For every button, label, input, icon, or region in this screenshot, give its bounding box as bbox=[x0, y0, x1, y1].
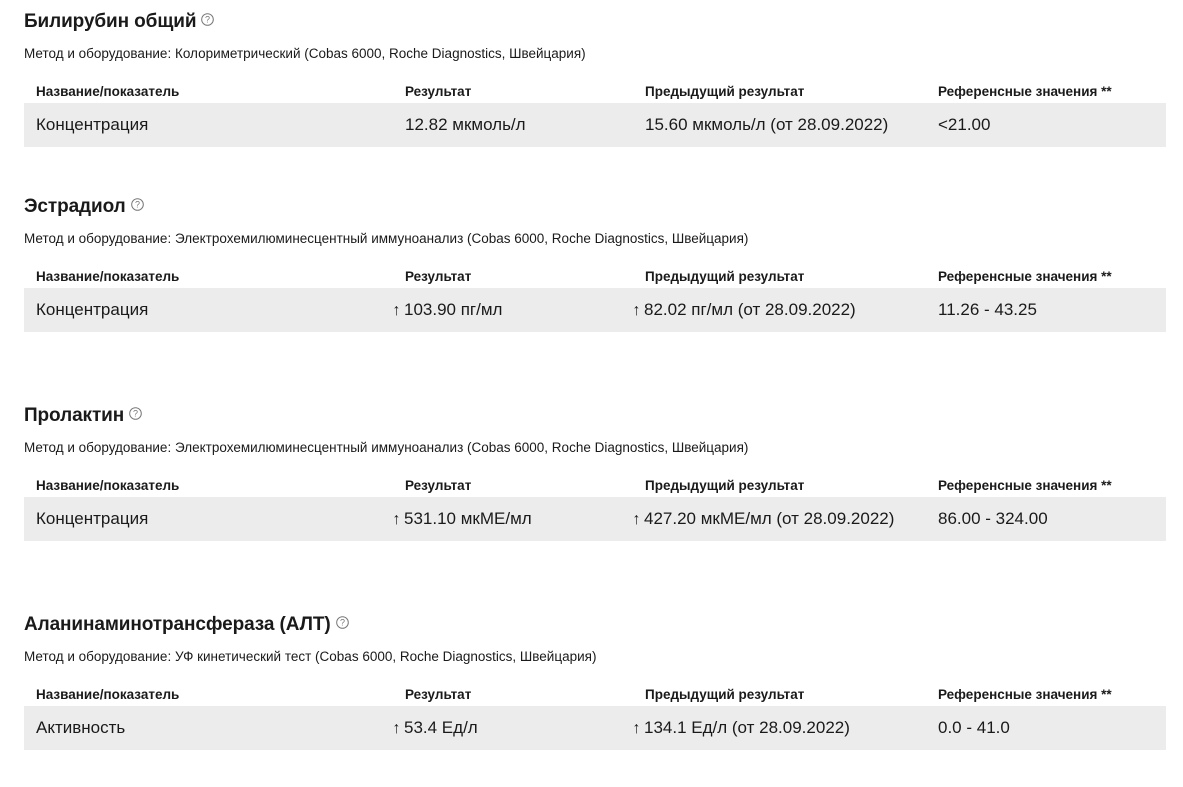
arrow-up-icon: ↑ bbox=[392, 511, 401, 528]
result-value: 53.4 Ед/л bbox=[404, 718, 478, 737]
previous-value: 427.20 мкМЕ/мл (от 28.09.2022) bbox=[644, 509, 895, 528]
arrow-up-icon: ↑ bbox=[392, 720, 401, 737]
results-table bbox=[24, 684, 1166, 750]
table-row bbox=[24, 103, 1166, 147]
section-title: Пролактин bbox=[24, 405, 125, 426]
col-header-name: Название/показатель bbox=[36, 84, 180, 99]
indicator-name: Концентрация bbox=[36, 509, 149, 528]
result-value: 531.10 мкМЕ/мл bbox=[404, 509, 532, 528]
table-header bbox=[24, 475, 1166, 497]
method-value: Колориметрический (Cobas 6000, Roche Diagnostics, Швейцария) bbox=[174, 46, 586, 61]
method-line bbox=[24, 439, 1166, 457]
svg-text:?: ? bbox=[134, 199, 140, 210]
table-row bbox=[24, 497, 1166, 541]
svg-text:?: ? bbox=[339, 617, 345, 628]
previous-value: 15.60 мкмоль/л (от 28.09.2022) bbox=[645, 115, 889, 134]
col-header-previous: Предыдущий результат bbox=[645, 269, 805, 284]
indicator-name: Активность bbox=[36, 718, 126, 737]
method-label: Метод и оборудование: bbox=[24, 46, 172, 61]
arrow-up-icon: ↑ bbox=[392, 302, 401, 319]
section-header bbox=[24, 194, 1166, 220]
reference-value: 0.0 - 41.0 bbox=[938, 718, 1010, 737]
arrow-up-icon: ↑ bbox=[632, 720, 641, 737]
col-header-result: Результат bbox=[405, 478, 472, 493]
help-icon[interactable] bbox=[201, 13, 214, 26]
col-header-previous: Предыдущий результат bbox=[645, 84, 805, 99]
col-header-reference: Референсные значения ** bbox=[938, 687, 1112, 702]
svg-text:?: ? bbox=[133, 408, 139, 419]
test-section-bilirubin bbox=[24, 9, 1166, 147]
col-header-reference: Референсные значения ** bbox=[938, 478, 1112, 493]
previous-value: 82.02 пг/мл (от 28.09.2022) bbox=[644, 300, 856, 319]
method-label: Метод и оборудование: bbox=[24, 231, 172, 246]
result-cell bbox=[390, 706, 478, 751]
indicator-name: Концентрация bbox=[36, 300, 149, 319]
result-value: 12.82 мкмоль/л bbox=[405, 115, 526, 134]
method-line bbox=[24, 648, 1166, 666]
previous-cell bbox=[630, 706, 850, 751]
section-title: Билирубин общий bbox=[24, 11, 197, 32]
col-header-result: Результат bbox=[405, 687, 472, 702]
results-table bbox=[24, 475, 1166, 541]
table-header bbox=[24, 684, 1166, 706]
table-row bbox=[24, 706, 1166, 750]
method-line bbox=[24, 230, 1166, 248]
help-icon[interactable] bbox=[336, 616, 349, 629]
col-header-previous: Предыдущий результат bbox=[645, 687, 805, 702]
results-table bbox=[24, 81, 1166, 147]
section-title: Эстрадиол bbox=[24, 196, 126, 217]
section-header bbox=[24, 9, 1166, 35]
table-header bbox=[24, 266, 1166, 288]
col-header-previous: Предыдущий результат bbox=[645, 478, 805, 493]
method-value: Электрохемилюминесцентный иммуноанализ (Cobas 6000, Roche Diagnostics, Швейцария) bbox=[174, 231, 749, 246]
col-header-reference: Референсные значения ** bbox=[938, 269, 1112, 284]
previous-cell bbox=[630, 288, 856, 333]
previous-value: 134.1 Ед/л (от 28.09.2022) bbox=[644, 718, 850, 737]
section-header bbox=[24, 403, 1166, 429]
svg-text:?: ? bbox=[205, 14, 211, 25]
col-header-name: Название/показатель bbox=[36, 478, 180, 493]
method-label: Метод и оборудование: bbox=[24, 649, 172, 664]
test-section-alt bbox=[24, 612, 1166, 750]
method-value: УФ кинетический тест (Cobas 6000, Roche Diagnostics, Швейцария) bbox=[174, 649, 597, 664]
method-label: Метод и оборудование: bbox=[24, 440, 172, 455]
previous-cell bbox=[630, 497, 894, 542]
col-header-reference: Референсные значения ** bbox=[938, 84, 1112, 99]
help-icon[interactable] bbox=[129, 407, 142, 420]
test-section-estradiol bbox=[24, 194, 1166, 332]
table-row bbox=[24, 288, 1166, 332]
col-header-result: Результат bbox=[405, 269, 472, 284]
table-header bbox=[24, 81, 1166, 103]
col-header-name: Название/показатель bbox=[36, 269, 180, 284]
reference-value: 86.00 - 324.00 bbox=[938, 509, 1048, 528]
result-cell bbox=[390, 497, 532, 542]
section-title: Аланинаминотрансфераза (АЛТ) bbox=[24, 614, 331, 635]
reference-value: 11.26 - 43.25 bbox=[938, 300, 1037, 319]
indicator-name: Концентрация bbox=[36, 115, 149, 134]
col-header-result: Результат bbox=[405, 84, 472, 99]
results-table bbox=[24, 266, 1166, 332]
reference-value: <21.00 bbox=[938, 115, 991, 134]
method-line bbox=[24, 45, 1166, 63]
result-value: 103.90 пг/мл bbox=[404, 300, 503, 319]
arrow-up-icon: ↑ bbox=[632, 302, 641, 319]
col-header-name: Название/показатель bbox=[36, 687, 180, 702]
method-value: Электрохемилюминесцентный иммуноанализ (Cobas 6000, Roche Diagnostics, Швейцария) bbox=[174, 440, 749, 455]
test-section-prolactin bbox=[24, 403, 1166, 541]
section-header bbox=[24, 612, 1166, 638]
result-cell bbox=[390, 288, 502, 333]
help-icon[interactable] bbox=[131, 198, 144, 211]
arrow-up-icon: ↑ bbox=[632, 511, 641, 528]
